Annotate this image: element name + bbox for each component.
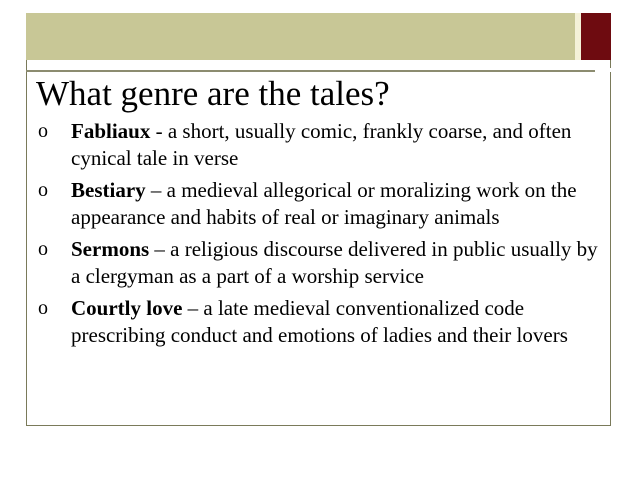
slide-title: What genre are the tales? [36, 74, 390, 113]
header-band [26, 13, 611, 60]
bullet-definition: - a short, usually comic, frankly coarse, and often cynical tale in verse [71, 119, 572, 170]
bullet-marker-icon: o [38, 120, 48, 142]
bullet-marker-icon: o [38, 179, 48, 201]
title-rule [26, 70, 611, 72]
bullet-term: Courtly love [71, 296, 183, 320]
frame-left-border [26, 60, 27, 426]
bullet-list [38, 118, 600, 354]
bullet-definition: – a late medieval conventionalized code prescribing conduct and emotions of ladies and their lovers [71, 296, 568, 347]
bullet-marker-icon: o [38, 238, 48, 260]
bullet-term: Sermons [71, 237, 150, 261]
frame-right-border [610, 60, 611, 426]
bullet-item-bestiary [38, 177, 600, 231]
bullet-item-courtly-love [38, 295, 600, 349]
title-rule-gap [595, 68, 611, 72]
bullet-item-fabliaux [38, 118, 600, 172]
bullet-definition: – a religious discourse delivered in public usually by a clergyman as a part of a worship service [71, 237, 598, 288]
bullet-term: Fabliaux [71, 119, 151, 143]
bullet-item-sermons [38, 236, 600, 290]
header-band-accent [581, 13, 611, 60]
bullet-marker-icon: o [38, 297, 48, 319]
frame-bottom-border [26, 425, 611, 426]
bullet-definition: – a medieval allegorical or moralizing work on the appearance and habits of real or imaginary animals [71, 178, 577, 229]
bullet-term: Bestiary [71, 178, 146, 202]
